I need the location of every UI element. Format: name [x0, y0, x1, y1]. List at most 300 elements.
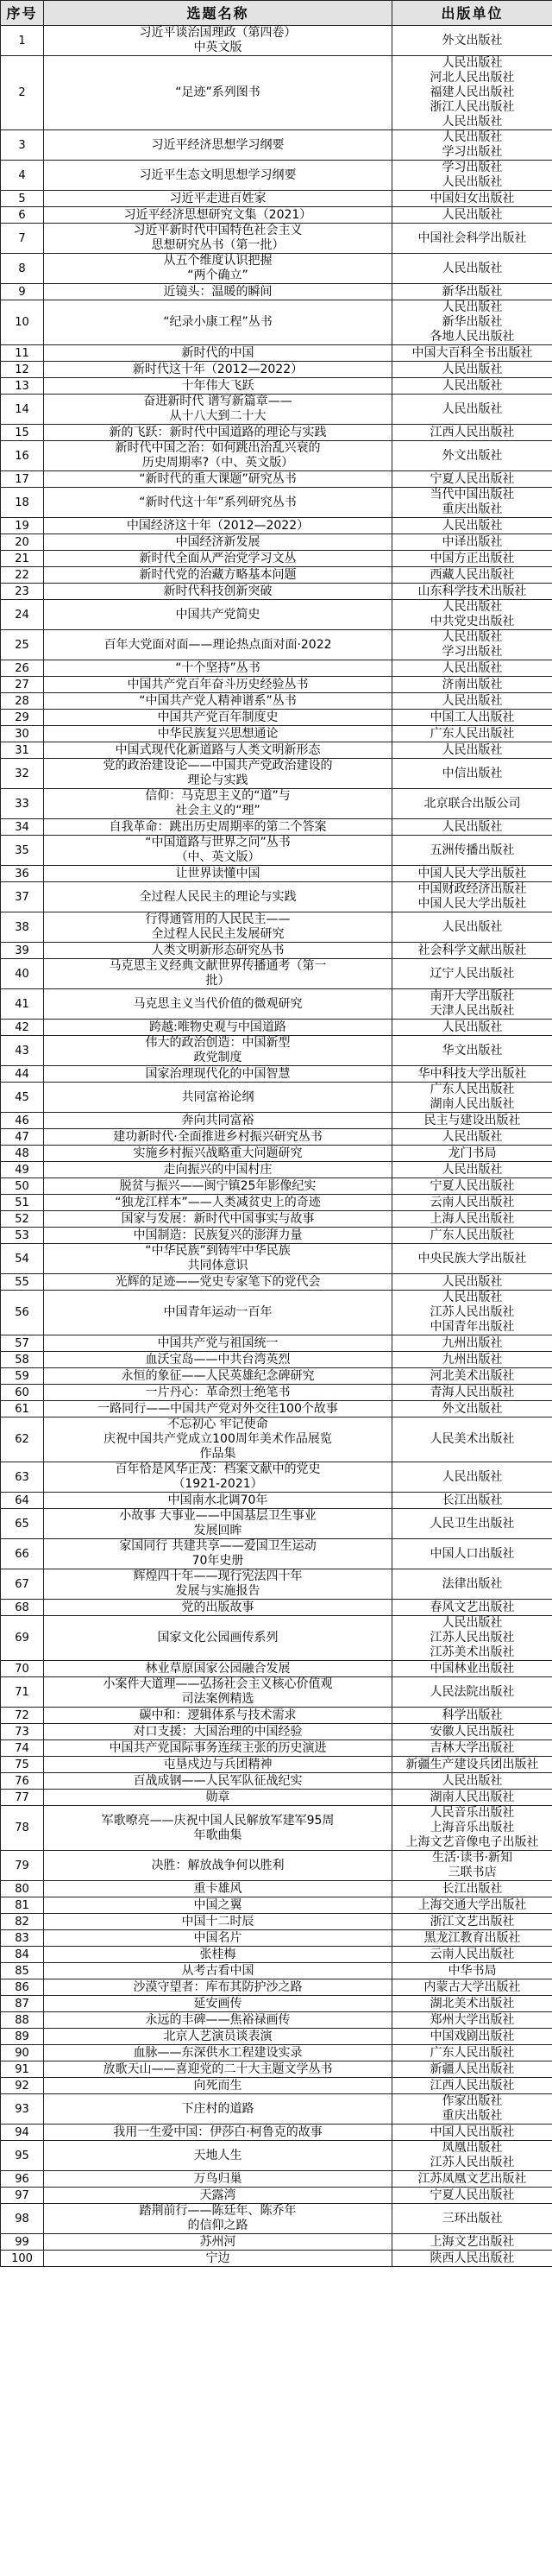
row-serial: 67: [1, 1569, 44, 1600]
row-serial: 60: [1, 1385, 44, 1401]
row-publisher: 人民出版社 新华出版社 各地人民出版社: [392, 300, 552, 345]
row-publisher: 春风文艺出版社: [392, 1600, 552, 1616]
row-serial: 39: [1, 943, 44, 959]
row-publisher: 湖北美术出版社: [392, 1996, 552, 2012]
row-serial: 24: [1, 600, 44, 630]
row-publisher: 新疆生产建设兵团出版社: [392, 1757, 552, 1773]
row-publisher: 人民出版社 河北人民出版社 福建人民出版社 浙江人民出版社 人民出版社: [392, 56, 552, 130]
header-row: [1, 1, 552, 26]
row-serial: 74: [1, 1740, 44, 1757]
row-serial: 97: [1, 2188, 44, 2204]
row-title: 踏荆前行——陈廷年、陈乔年 的信仰之路: [44, 2204, 392, 2234]
table-row: [1, 2171, 552, 2188]
row-serial: 77: [1, 1790, 44, 1806]
table-row: [1, 600, 552, 630]
row-publisher: 济南出版社: [392, 677, 552, 693]
table-row: [1, 866, 552, 882]
row-title: 重卡雄风: [44, 1881, 392, 1897]
row-title: 走向振兴的中国村庄: [44, 1162, 392, 1178]
table-row: [1, 1930, 552, 1947]
row-publisher: 外文出版社: [392, 441, 552, 471]
row-serial: 70: [1, 1661, 44, 1677]
row-serial: 37: [1, 882, 44, 912]
row-title: 一片丹心：革命烈士绝笔书: [44, 1385, 392, 1401]
row-serial: 46: [1, 1113, 44, 1129]
row-publisher: 人民美术出版社: [392, 1417, 552, 1462]
row-title: 林业草原国家公园融合发展: [44, 1661, 392, 1677]
row-title: 跨越:唯物史观与中国道路: [44, 1020, 392, 1036]
row-serial: 45: [1, 1083, 44, 1113]
row-publisher: 新华出版社: [392, 284, 552, 300]
table-row: [1, 2029, 552, 2045]
table-row: [1, 362, 552, 378]
row-title: 马克思主义当代价值的微观研究: [44, 989, 392, 1020]
row-publisher: 人民出版社: [392, 1129, 552, 1146]
row-serial: 16: [1, 441, 44, 471]
table-row: [1, 693, 552, 710]
row-title: 国家文化公园画传系列: [44, 1616, 392, 1661]
table-row: [1, 2061, 552, 2078]
row-serial: 51: [1, 1195, 44, 1211]
row-publisher: 中华书局: [392, 1963, 552, 1979]
row-publisher: 生活·读书·新知 三联书店: [392, 1851, 552, 1881]
row-title: 血沃宝岛——中共台湾英烈: [44, 1352, 392, 1368]
row-serial: 13: [1, 378, 44, 395]
row-title: 光辉的足迹——党史专家笔下的党代会: [44, 1274, 392, 1291]
row-publisher: 人民出版社: [392, 1773, 552, 1790]
row-publisher: 新疆人民出版社: [392, 2061, 552, 2078]
row-publisher: 陕西人民出版社: [392, 2251, 552, 2267]
header-publisher: 出版单位: [392, 1, 552, 26]
row-title: 决胜：解放战争何以胜利: [44, 1851, 392, 1881]
row-publisher: 科学出版社: [392, 1708, 552, 1724]
row-serial: 89: [1, 2029, 44, 2045]
row-serial: 66: [1, 1539, 44, 1569]
row-publisher: 社会科学文献出版社: [392, 943, 552, 959]
row-title: 习近平生态文明思想学习纲要: [44, 161, 392, 191]
row-publisher: 人民出版社: [392, 819, 552, 836]
table-row: [1, 1274, 552, 1291]
row-title: 人类文明新形态研究丛书: [44, 943, 392, 959]
header-title: 选题名称: [44, 1, 392, 26]
row-serial: 34: [1, 819, 44, 836]
row-serial: 50: [1, 1178, 44, 1195]
table-row: [1, 395, 552, 425]
row-serial: 18: [1, 488, 44, 518]
row-publisher: 长江出版社: [392, 1493, 552, 1509]
row-title: 下庄村的道路: [44, 2094, 392, 2125]
table-row: [1, 518, 552, 534]
row-title: 习近平经济思想研究文集（2021）: [44, 207, 392, 224]
row-publisher: 九州出版社: [392, 1335, 552, 1352]
row-publisher: 人民出版社: [392, 742, 552, 759]
row-serial: 76: [1, 1773, 44, 1790]
row-serial: 53: [1, 1228, 44, 1244]
table-row: [1, 1146, 552, 1162]
row-title: 让世界读懂中国: [44, 866, 392, 882]
row-title: 中国共产党百年制度史: [44, 710, 392, 726]
row-title: 习近平走进百姓家: [44, 191, 392, 207]
row-publisher: 人民出版社: [392, 207, 552, 224]
row-serial: 64: [1, 1493, 44, 1509]
row-serial: 40: [1, 959, 44, 989]
row-title: 十年伟大飞跃: [44, 378, 392, 395]
table-row: [1, 882, 552, 912]
row-publisher: 中信出版社: [392, 759, 552, 789]
row-title: 万鸟归巢: [44, 2171, 392, 2188]
row-publisher: 人民出版社: [392, 1020, 552, 1036]
row-publisher: 中国工人出版社: [392, 710, 552, 726]
row-title: 血脉——东深供水工程建设实录: [44, 2045, 392, 2061]
row-serial: 7: [1, 224, 44, 254]
table-row: [1, 1509, 552, 1539]
row-publisher: 中国林业出版社: [392, 1661, 552, 1677]
row-serial: 90: [1, 2045, 44, 2061]
table-row: [1, 425, 552, 441]
table-row: [1, 959, 552, 989]
row-title: 行得通管用的人民民主—— 全过程人民民主发展研究: [44, 912, 392, 943]
table-row: [1, 1462, 552, 1493]
row-serial: 6: [1, 207, 44, 224]
row-serial: 47: [1, 1129, 44, 1146]
row-serial: 58: [1, 1352, 44, 1368]
row-publisher: 江西人民出版社: [392, 425, 552, 441]
row-publisher: 人民出版社: [392, 518, 552, 534]
row-title: 中国青年运动一百年: [44, 1291, 392, 1335]
row-serial: 82: [1, 1914, 44, 1930]
row-publisher: 广东人民出版社: [392, 2045, 552, 2061]
row-title: 沙漠守望者：库布其防护沙之路: [44, 1979, 392, 1996]
row-title: 北京人艺演员谈表演: [44, 2029, 392, 2045]
row-serial: 36: [1, 866, 44, 882]
row-title: 奋进新时代 谱写新篇章—— 从十八大到二十大: [44, 395, 392, 425]
row-title: 新时代的中国: [44, 345, 392, 362]
row-title: 国家与发展：新时代中国事实与故事: [44, 1211, 392, 1228]
table-row: [1, 1790, 552, 1806]
row-serial: 100: [1, 2251, 44, 2267]
row-publisher: 五洲传播出版社: [392, 836, 552, 866]
row-title: 信仰：马克思主义的“道”与 社会主义的“理”: [44, 789, 392, 819]
table-row: [1, 567, 552, 584]
row-title: 中国十二时辰: [44, 1914, 392, 1930]
table-row: [1, 224, 552, 254]
row-title: 从五个维度认识把握 “两个确立”: [44, 254, 392, 284]
row-title: 习近平新时代中国特色社会主义 思想研究丛书（第一批）: [44, 224, 392, 254]
table-row: [1, 2251, 552, 2267]
row-title: 建功新时代·全面推进乡村振兴研究丛书: [44, 1129, 392, 1146]
row-publisher: 江西人民出版社: [392, 2078, 552, 2094]
row-serial: 22: [1, 567, 44, 584]
row-serial: 63: [1, 1462, 44, 1493]
row-serial: 85: [1, 1963, 44, 1979]
row-title: 新时代全面从严治党学习文丛: [44, 551, 392, 567]
row-publisher: 湖南人民出版社: [392, 1790, 552, 1806]
table-row: [1, 254, 552, 284]
row-title: 小故事 大事业——中国基层卫生事业 发展回眸: [44, 1509, 392, 1539]
row-title: 中国之翼: [44, 1897, 392, 1914]
row-publisher: 人民出版社: [392, 660, 552, 677]
row-title: “中华民族”到铸牢中华民族 共同体意识: [44, 1244, 392, 1274]
row-publisher: 广东人民出版社: [392, 726, 552, 742]
row-publisher: 人民出版社 江苏人民出版社 江苏美术出版社: [392, 1616, 552, 1661]
row-serial: 15: [1, 425, 44, 441]
row-serial: 99: [1, 2234, 44, 2251]
row-serial: 95: [1, 2141, 44, 2171]
row-title: 近镜头：温暖的瞬间: [44, 284, 392, 300]
row-serial: 87: [1, 1996, 44, 2012]
table-row: [1, 207, 552, 224]
table-row: [1, 1851, 552, 1881]
row-title: 新的飞跃：新时代中国道路的理论与实践: [44, 425, 392, 441]
row-serial: 11: [1, 345, 44, 362]
row-publisher: 河北美术出版社: [392, 1368, 552, 1385]
row-publisher: 人民音乐出版社 上海音乐出版社 上海文艺音像电子出版社: [392, 1806, 552, 1851]
row-publisher: 人民出版社: [392, 254, 552, 284]
row-title: 碳中和：逻辑体系与技术需求: [44, 1708, 392, 1724]
table-row: [1, 1244, 552, 1274]
row-publisher: 中国财政经济出版社 中国人民大学出版社: [392, 882, 552, 912]
row-title: 马克思主义经典文献世界传播通考（第一 批）: [44, 959, 392, 989]
row-title: 中国共产党百年奋斗历史经验丛书: [44, 677, 392, 693]
table-row: [1, 1914, 552, 1930]
table-row: [1, 1897, 552, 1914]
row-publisher: 人民出版社: [392, 362, 552, 378]
table-row: [1, 1773, 552, 1790]
header-serial: 序号: [1, 1, 44, 26]
row-title: 不忘初心 牢记使命 庆祝中国共产党成立100周年美术作品展览 作品集: [44, 1417, 392, 1462]
row-title: 延安画传: [44, 1996, 392, 2012]
row-publisher: 郑州大学出版社: [392, 2012, 552, 2029]
table-row: [1, 1401, 552, 1417]
row-publisher: 中译出版社: [392, 534, 552, 551]
row-publisher: 江苏凤凰文艺出版社: [392, 2171, 552, 2188]
row-publisher: 人民出版社: [392, 1162, 552, 1178]
row-serial: 41: [1, 989, 44, 1020]
row-serial: 14: [1, 395, 44, 425]
row-publisher: 浙江文艺出版社: [392, 1914, 552, 1930]
table-row: [1, 26, 552, 56]
row-serial: 27: [1, 677, 44, 693]
row-serial: 54: [1, 1244, 44, 1274]
row-serial: 73: [1, 1724, 44, 1740]
table-row: [1, 819, 552, 836]
row-title: 新时代这十年（2012—2022）: [44, 362, 392, 378]
row-serial: 23: [1, 584, 44, 600]
row-publisher: 人民出版社 学习出版社: [392, 130, 552, 161]
table-row: [1, 1335, 552, 1352]
row-publisher: 人民出版社: [392, 395, 552, 425]
row-serial: 31: [1, 742, 44, 759]
row-serial: 12: [1, 362, 44, 378]
row-publisher: 南开大学出版社 天津人民出版社: [392, 989, 552, 1020]
row-publisher: 宁夏人民出版社: [392, 1178, 552, 1195]
table-row: [1, 759, 552, 789]
row-serial: 78: [1, 1806, 44, 1851]
table-row: [1, 2094, 552, 2125]
row-title: 党的政治建设论——中国共产党政治建设的 理论与实践: [44, 759, 392, 789]
row-title: 中国共产党国际事务连续主张的历史演进: [44, 1740, 392, 1757]
table-row: [1, 1178, 552, 1195]
table-row: [1, 1211, 552, 1228]
row-serial: 49: [1, 1162, 44, 1178]
table-row: [1, 471, 552, 488]
row-title: 全过程人民民主的理论与实践: [44, 882, 392, 912]
row-title: 国家治理现代化的中国智慧: [44, 1066, 392, 1083]
row-title: 张桂梅: [44, 1947, 392, 1963]
table-row: [1, 630, 552, 660]
row-title: 自我革命：跳出历史周期率的第二个答案: [44, 819, 392, 836]
row-serial: 56: [1, 1291, 44, 1335]
row-title: 新时代科技创新突破: [44, 584, 392, 600]
table-row: [1, 441, 552, 471]
row-title: 习近平经济思想学习纲要: [44, 130, 392, 161]
table-row: [1, 1996, 552, 2012]
table-row: [1, 551, 552, 567]
row-title: 中国名片: [44, 1930, 392, 1947]
table-row: [1, 161, 552, 191]
row-publisher: 上海文艺出版社: [392, 2234, 552, 2251]
row-title: 中国共产党简史: [44, 600, 392, 630]
table-row: [1, 726, 552, 742]
table-row: [1, 789, 552, 819]
row-title: 家国同行 共建共享——爱国卫生运动 70年史册: [44, 1539, 392, 1569]
table-row: [1, 534, 552, 551]
table-row: [1, 1228, 552, 1244]
row-publisher: 山东科学技术出版社: [392, 584, 552, 600]
table-row: [1, 1979, 552, 1996]
row-serial: 17: [1, 471, 44, 488]
row-title: 百战成钢——人民军队征战纪实: [44, 1773, 392, 1790]
row-serial: 75: [1, 1757, 44, 1773]
table-row: [1, 1066, 552, 1083]
table-row: [1, 300, 552, 345]
row-serial: 20: [1, 534, 44, 551]
table-row: [1, 1036, 552, 1066]
row-publisher: 青海人民出版社: [392, 1385, 552, 1401]
row-publisher: 黑龙江教育出版社: [392, 1930, 552, 1947]
row-serial: 84: [1, 1947, 44, 1963]
table-row: [1, 677, 552, 693]
row-serial: 71: [1, 1677, 44, 1708]
row-title: 党的出版故事: [44, 1600, 392, 1616]
row-publisher: 人民出版社: [392, 693, 552, 710]
table-row: [1, 1881, 552, 1897]
row-title: 中华民族复兴思想通论: [44, 726, 392, 742]
table-row: [1, 1352, 552, 1368]
row-title: 永远的丰碑——焦裕禄画传: [44, 2012, 392, 2029]
table-row: [1, 989, 552, 1020]
row-serial: 26: [1, 660, 44, 677]
row-title: 中国南水北调70年: [44, 1493, 392, 1509]
row-title: 百年恰是风华正茂：档案文献中的党史 （1921-2021）: [44, 1462, 392, 1493]
row-publisher: 中国戏剧出版社: [392, 2029, 552, 2045]
row-publisher: 中国人口出版社: [392, 1539, 552, 1569]
row-publisher: 华中科技大学出版社: [392, 1066, 552, 1083]
table-row: [1, 1195, 552, 1211]
row-title: “中国道路与世界之问”丛书 （中、英文版）: [44, 836, 392, 866]
row-serial: 55: [1, 1274, 44, 1291]
table-row: [1, 584, 552, 600]
row-serial: 2: [1, 56, 44, 130]
table-row: [1, 1724, 552, 1740]
row-title: 小案件大道理——弘扬社会主义核心价值观 司法案例精选: [44, 1677, 392, 1708]
row-serial: 3: [1, 130, 44, 161]
table-row: [1, 345, 552, 362]
row-title: 新时代中国之治：如何跳出治乱兴衰的 历史周期率?（中、英文版）: [44, 441, 392, 471]
row-title: “足迹”系列图书: [44, 56, 392, 130]
row-publisher: 凤凰出版社 江苏人民出版社: [392, 2141, 552, 2171]
row-serial: 92: [1, 2078, 44, 2094]
table-row: [1, 1616, 552, 1661]
row-title: 军歌嘹亮——庆祝中国人民解放军建军95周 年歌曲集: [44, 1806, 392, 1851]
row-title: 伟大的政治创造：中国新型 政党制度: [44, 1036, 392, 1066]
row-serial: 1: [1, 26, 44, 56]
row-serial: 9: [1, 284, 44, 300]
row-serial: 57: [1, 1335, 44, 1352]
row-title: “十个坚持”丛书: [44, 660, 392, 677]
row-title: 中国经济新发展: [44, 534, 392, 551]
row-publisher: 中国方正出版社: [392, 551, 552, 567]
row-serial: 94: [1, 2125, 44, 2141]
table-row: [1, 1677, 552, 1708]
row-serial: 29: [1, 710, 44, 726]
row-title: 天露湾: [44, 2188, 392, 2204]
row-title: 习近平谈治国理政（第四卷） 中英文版: [44, 26, 392, 56]
table-row: [1, 2234, 552, 2251]
row-publisher: 广东人民出版社 湖南人民出版社: [392, 1083, 552, 1113]
row-title: 辉煌四十年——现行宪法四十年 发展与实施报告: [44, 1569, 392, 1600]
row-publisher: 北京联合出版公司: [392, 789, 552, 819]
row-publisher: 当代中国出版社 重庆出版社: [392, 488, 552, 518]
row-publisher: 长江出版社: [392, 1881, 552, 1897]
row-publisher: 中国人民大学出版社: [392, 866, 552, 882]
row-title: “纪录小康工程”丛书: [44, 300, 392, 345]
table-row: [1, 1539, 552, 1569]
row-publisher: 外文出版社: [392, 26, 552, 56]
row-serial: 48: [1, 1146, 44, 1162]
row-publisher: 人民出版社: [392, 378, 552, 395]
row-publisher: 法律出版社: [392, 1569, 552, 1600]
row-publisher: 人民出版社 江苏人民出版社 中国青年出版社: [392, 1291, 552, 1335]
table-row: [1, 1757, 552, 1773]
table-row: [1, 710, 552, 726]
row-title: 我用一生爱中国：伊莎白·柯鲁克的故事: [44, 2125, 392, 2141]
row-serial: 93: [1, 2094, 44, 2125]
table-row: [1, 1947, 552, 1963]
table-row: [1, 836, 552, 866]
row-publisher: 辽宁人民出版社: [392, 959, 552, 989]
row-serial: 42: [1, 1020, 44, 1036]
table-row: [1, 1740, 552, 1757]
row-serial: 4: [1, 161, 44, 191]
table-row: [1, 2188, 552, 2204]
row-publisher: 人民出版社: [392, 1462, 552, 1493]
row-title: 勋章: [44, 1790, 392, 1806]
table-row: [1, 1569, 552, 1600]
row-publisher: 龙门书局: [392, 1146, 552, 1162]
table-row: [1, 1385, 552, 1401]
row-serial: 81: [1, 1897, 44, 1914]
table-row: [1, 1162, 552, 1178]
row-serial: 80: [1, 1881, 44, 1897]
table-row: [1, 130, 552, 161]
table-row: [1, 488, 552, 518]
row-title: 屯垦戍边与兵团精神: [44, 1757, 392, 1773]
table-row: [1, 1083, 552, 1113]
row-publisher: 中国人民出版社: [392, 2125, 552, 2141]
row-publisher: 人民出版社: [392, 1274, 552, 1291]
row-title: 百年大党面对面——理论热点面对面·2022: [44, 630, 392, 660]
